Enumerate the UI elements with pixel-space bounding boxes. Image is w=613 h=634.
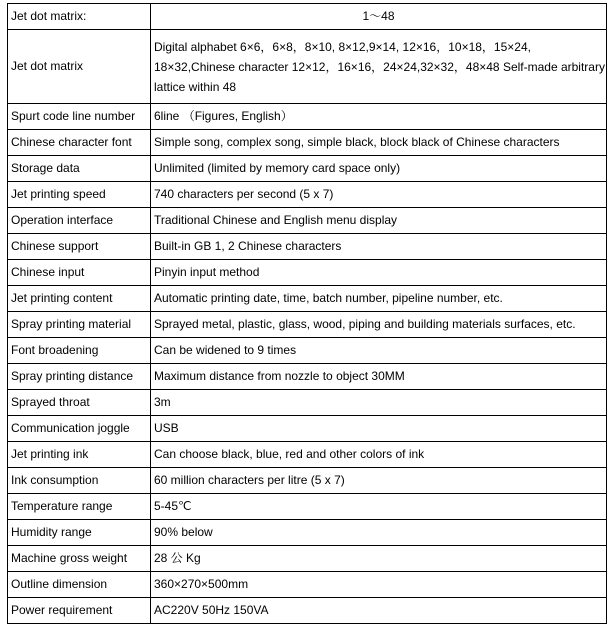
spec-value: Traditional Chinese and English menu display (151, 208, 607, 234)
table-row (8, 442, 607, 468)
table-row (8, 598, 607, 624)
spec-value: 60 million characters per litre (5 x 7) (151, 468, 607, 494)
spec-label: Jet printing ink (8, 442, 151, 468)
spec-label: Communication joggle (8, 416, 151, 442)
spec-value: AC220V 50Hz 150VA (151, 598, 607, 624)
spec-label: Chinese character font (8, 130, 151, 156)
spec-label: Humidity range (8, 520, 151, 546)
spec-value: 1～48 (151, 4, 607, 30)
spec-value: Maximum distance from nozzle to object 30MM (151, 364, 607, 390)
spec-label: Jet printing speed (8, 182, 151, 208)
table-row (8, 312, 607, 338)
spec-value: Can be widened to 9 times (151, 338, 607, 364)
table-row (8, 546, 607, 572)
spec-value: Simple song, complex song, simple black, block black of Chinese characters (151, 130, 607, 156)
table-row (8, 364, 607, 390)
table-row (8, 468, 607, 494)
spec-value: 90% below (151, 520, 607, 546)
table-row (8, 260, 607, 286)
spec-value: 740 characters per second (5 x 7) (151, 182, 607, 208)
spec-value: Automatic printing date, time, batch number, pipeline number, etc. (151, 286, 607, 312)
spec-label: Spurt code line number (8, 104, 151, 130)
table-row (8, 208, 607, 234)
spec-value: Built-in GB 1, 2 Chinese characters (151, 234, 607, 260)
spec-value: Digital alphabet 6×6，6×8，8×10, 8×12,9×14, 12×16，10×18，15×24, 18×32,Chinese character 12×12，16×16，24×24,32×32，48×48 Self-made arbitrary lattice within 48 (151, 30, 607, 104)
spec-value: 6line （Figures, English） (151, 104, 607, 130)
spec-label: Font broadening (8, 338, 151, 364)
spec-label: Power requirement (8, 598, 151, 624)
spec-label: Ink consumption (8, 468, 151, 494)
spec-label: Outline dimension (8, 572, 151, 598)
table-row (8, 494, 607, 520)
table-row (8, 4, 607, 30)
spec-value: 28 公 Kg (151, 546, 607, 572)
spec-value: 5-45℃ (151, 494, 607, 520)
table-row (8, 30, 607, 104)
table-row (8, 416, 607, 442)
spec-label: Chinese input (8, 260, 151, 286)
spec-value: USB (151, 416, 607, 442)
table-row (8, 156, 607, 182)
spec-value: Sprayed metal, plastic, glass, wood, piping and building materials surfaces, etc. (151, 312, 607, 338)
table-row (8, 390, 607, 416)
spec-value: Can choose black, blue, red and other colors of ink (151, 442, 607, 468)
table-row (8, 286, 607, 312)
spec-label: Spray printing material (8, 312, 151, 338)
spec-label: Jet dot matrix (8, 30, 151, 104)
spec-label: Temperature range (8, 494, 151, 520)
table-row (8, 520, 607, 546)
table-row (8, 182, 607, 208)
spec-label: Spray printing distance (8, 364, 151, 390)
spec-label: Sprayed throat (8, 390, 151, 416)
spec-table (7, 3, 607, 624)
table-row (8, 572, 607, 598)
spec-label: Chinese support (8, 234, 151, 260)
spec-label: Storage data (8, 156, 151, 182)
spec-value: Unlimited (limited by memory card space only) (151, 156, 607, 182)
table-row (8, 104, 607, 130)
table-row (8, 338, 607, 364)
spec-label: Operation interface (8, 208, 151, 234)
spec-value: Pinyin input method (151, 260, 607, 286)
spec-label: Jet printing content (8, 286, 151, 312)
spec-label: Jet dot matrix: (8, 4, 151, 30)
spec-value: 360×270×500mm (151, 572, 607, 598)
table-row (8, 130, 607, 156)
table-row (8, 234, 607, 260)
spec-value: 3m (151, 390, 607, 416)
spec-label: Machine gross weight (8, 546, 151, 572)
